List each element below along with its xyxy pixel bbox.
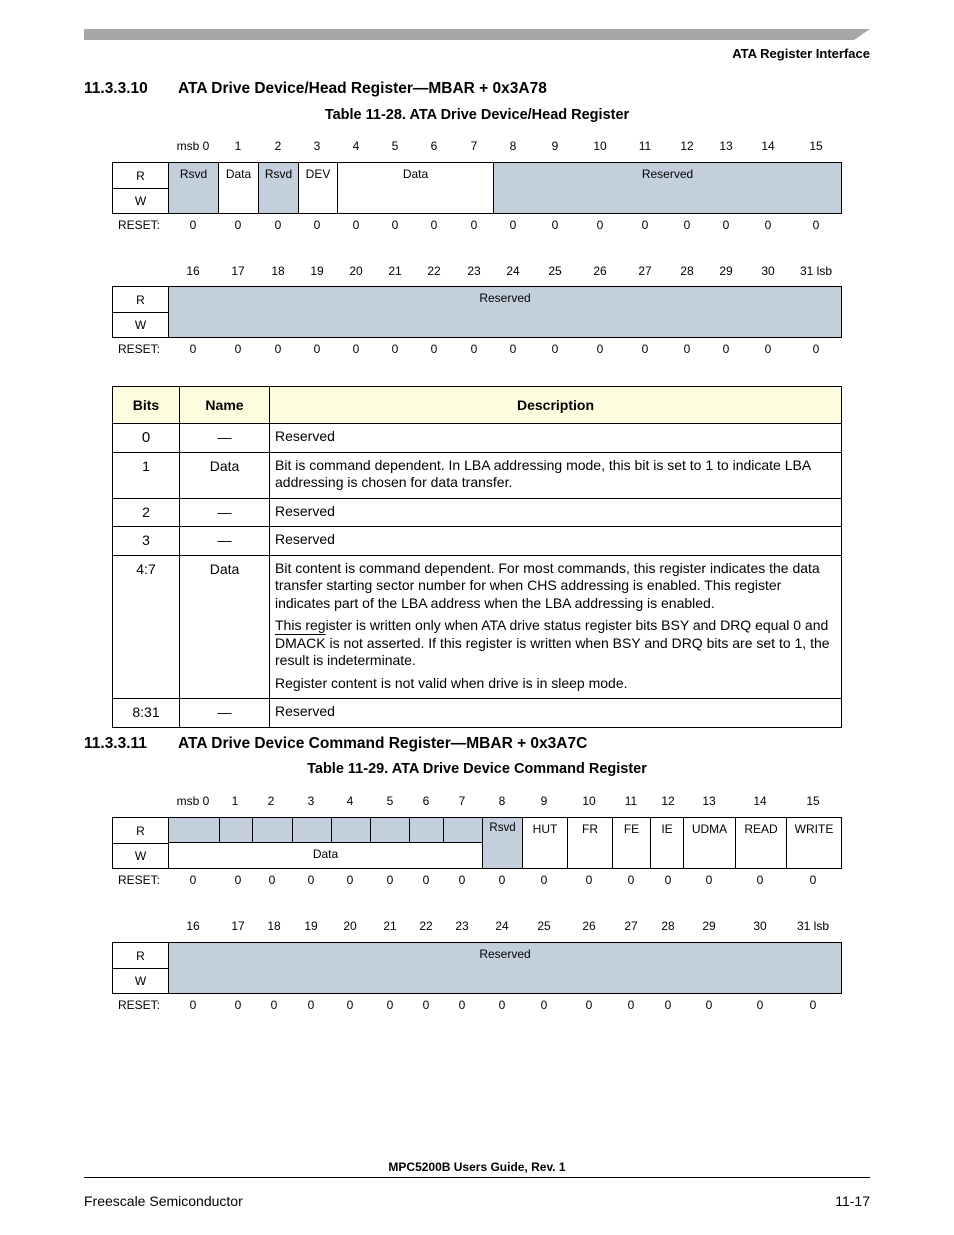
bit-number: 17: [231, 264, 245, 278]
section-number: 11.3.3.11: [84, 735, 147, 752]
reset-value: 0: [458, 998, 466, 1012]
bit-number: 5: [391, 139, 399, 153]
bit-number: 25: [537, 919, 551, 933]
blank-read-cell: [371, 818, 410, 843]
field-rsvd: Rsvd: [483, 818, 523, 868]
bit-number: 14: [761, 139, 775, 153]
bit-number: 26: [582, 919, 596, 933]
name-cell: —: [180, 527, 270, 556]
blank-read-cell: [332, 818, 371, 843]
bit-number: 12: [680, 139, 694, 153]
bit-number: 23: [455, 919, 469, 933]
reset-value: 0: [809, 998, 817, 1012]
section-heading-1: [84, 80, 547, 98]
name-cell: Data: [180, 452, 270, 498]
description-paragraph: [275, 617, 835, 670]
bit-number: 22: [419, 919, 433, 933]
reset-value: 0: [386, 873, 394, 887]
bit-number: 15: [809, 139, 823, 153]
footer-divider: [84, 1177, 870, 1178]
reset-value: 0: [812, 218, 820, 232]
section-number: 11.3.3.10: [84, 80, 148, 97]
field-hut: HUT: [523, 818, 568, 868]
reset-value: 0: [458, 873, 466, 887]
description-text: is not asserted. If this register is written when BSY and DRQ bits are set to 1, the result is indeterminate.: [275, 634, 830, 668]
reset-value: 0: [498, 998, 506, 1012]
reset-row: [112, 216, 842, 236]
bit-number: 2: [267, 794, 275, 808]
reset-value: 0: [352, 342, 360, 356]
reset-value: 0: [627, 998, 635, 1012]
reset-value: 0: [596, 218, 604, 232]
reset-value: 0: [352, 218, 360, 232]
field-rsvd: Rsvd: [259, 163, 299, 213]
reset-value: 0: [268, 873, 276, 887]
field-fe: FE: [613, 818, 651, 868]
reset-value: 0: [498, 873, 506, 887]
reset-value: 0: [346, 998, 354, 1012]
field-read: READ: [736, 818, 787, 868]
reset-label: RESET:: [118, 342, 161, 356]
table-row: [113, 424, 842, 453]
description-paragraph: Register content is not valid when drive is in sleep mode.: [275, 674, 628, 691]
reset-label: RESET:: [118, 873, 161, 887]
reset-value: 0: [756, 873, 764, 887]
field-dev: DEV: [299, 163, 338, 213]
bit-number: 11: [624, 794, 638, 808]
reset-value: 0: [189, 342, 197, 356]
bit-number: 24: [495, 919, 509, 933]
reset-value: 0: [705, 998, 713, 1012]
reset-value: 0: [313, 218, 321, 232]
bit-number: 16: [186, 264, 200, 278]
bit-number: 8: [498, 794, 506, 808]
bit-number: msb 0: [176, 139, 210, 153]
read-row-label: R: [113, 818, 169, 844]
name-cell: Data: [180, 555, 270, 699]
bit-numbers: [112, 139, 842, 157]
bit-number: 28: [661, 919, 675, 933]
bit-number: 6: [422, 794, 430, 808]
blank-read-cell: [253, 818, 293, 843]
field-reserved: Reserved: [494, 163, 841, 213]
reset-value: 0: [641, 342, 649, 356]
blank-read-cell: [293, 818, 332, 843]
bit-number: 26: [593, 264, 607, 278]
write-row-label: W: [113, 188, 169, 214]
bit-number: 30: [761, 264, 775, 278]
description-cell: Reserved: [270, 424, 842, 453]
bits-cell: 3: [113, 527, 180, 556]
bit-number: 17: [231, 919, 245, 933]
bit-number: 20: [343, 919, 357, 933]
reset-value: 0: [756, 998, 764, 1012]
read-row-label: R: [113, 943, 169, 969]
reset-value: 0: [722, 342, 730, 356]
reset-value: 0: [189, 873, 197, 887]
reset-value: 0: [585, 998, 593, 1012]
reset-row: [112, 340, 842, 360]
write-row-label: W: [113, 843, 169, 869]
table-row: [113, 555, 842, 699]
bit-number: 27: [638, 264, 652, 278]
bit-number: 22: [427, 264, 441, 278]
bit-numbers: [112, 794, 842, 812]
blank-read-cell: [410, 818, 444, 843]
bit-number: 21: [388, 264, 402, 278]
reset-value: 0: [641, 218, 649, 232]
bits-cell: 0: [113, 424, 180, 453]
bit-number: 18: [267, 919, 281, 933]
reset-value: 0: [470, 218, 478, 232]
bit-number: 3: [307, 794, 315, 808]
bit-number: 29: [702, 919, 716, 933]
reset-value: 0: [270, 998, 278, 1012]
write-row-label: W: [113, 968, 169, 994]
field-reserved: Reserved: [169, 287, 841, 337]
reset-value: 0: [391, 218, 399, 232]
bit-number: 3: [313, 139, 321, 153]
table-row: [113, 498, 842, 527]
field-write: WRITE: [794, 822, 834, 836]
bits-cell: 4:7: [113, 555, 180, 699]
section-title: ATA Drive Device/Head Register—MBAR + 0x3A78: [178, 80, 547, 97]
description-cell: Reserved: [270, 527, 842, 556]
description-text: This register is written only when ATA drive status register bits BSY and DRQ equal 0 and: [275, 617, 829, 633]
description-cell: [270, 555, 842, 699]
bit-number: 7: [458, 794, 466, 808]
reset-value: 0: [683, 342, 691, 356]
reset-value: 0: [430, 218, 438, 232]
reset-value: 0: [189, 998, 197, 1012]
reset-value: 0: [234, 873, 242, 887]
bit-number: 31 lsb: [796, 919, 830, 933]
bit-number: 30: [753, 919, 767, 933]
bit-number: 25: [548, 264, 562, 278]
bit-number: 7: [470, 139, 478, 153]
reset-value: 0: [307, 873, 315, 887]
register-diagram-2-lower: [112, 919, 842, 1016]
bit-number: msb 0: [176, 794, 210, 808]
field-data: Data: [219, 163, 259, 213]
bits-cell: 8:31: [113, 699, 180, 728]
reset-value: 0: [551, 342, 559, 356]
reset-value: 0: [430, 342, 438, 356]
bit-number: 31 lsb: [799, 264, 833, 278]
reset-value: 0: [540, 998, 548, 1012]
bit-number: 18: [271, 264, 285, 278]
reset-value: 0: [234, 218, 242, 232]
bit-number: 4: [352, 139, 360, 153]
bit-number: 5: [386, 794, 394, 808]
field-rsvd: Rsvd: [169, 163, 219, 213]
reset-value: 0: [509, 218, 517, 232]
register-fields: [112, 817, 842, 869]
register-fields: [112, 286, 842, 338]
bit-number: 19: [304, 919, 318, 933]
description-cell: Bit is command dependent. In LBA addressing mode, this bit is set to 1 to indicate LBA addressing is chosen for data transfer.: [270, 452, 842, 498]
field-fr: FR: [568, 818, 613, 868]
bit-number: 11: [638, 139, 652, 153]
reset-value: 0: [551, 218, 559, 232]
table-header-row: [113, 387, 842, 424]
bit-numbers: [112, 919, 842, 937]
table-title-1: Table 11-28. ATA Drive Device/Head Register: [324, 107, 630, 123]
reset-value: 0: [274, 218, 282, 232]
field-data: Data: [338, 163, 494, 213]
reset-value: 0: [722, 218, 730, 232]
description-cell: Reserved: [270, 699, 842, 728]
description-paragraph: Bit content is command dependent. For most commands, this register indicates the data transfer starting sector number for when CHS addressing is enabled. This register indicates part of the LBA address when the LBA addressing is enabled.: [275, 559, 820, 611]
reset-row: [112, 871, 842, 891]
reset-value: 0: [705, 873, 713, 887]
blank-read-cell: [220, 818, 253, 843]
bit-number: 9: [540, 794, 548, 808]
bit-number: 19: [310, 264, 324, 278]
reset-value: 0: [234, 998, 242, 1012]
read-row-label: R: [113, 163, 169, 189]
column-header-name: Name: [180, 387, 270, 424]
document-title: MPC5200B Users Guide, Rev. 1: [388, 1160, 566, 1174]
reset-value: 0: [470, 342, 478, 356]
reset-value: 0: [764, 342, 772, 356]
bit-number: 28: [680, 264, 694, 278]
reset-value: 0: [189, 218, 197, 232]
header-bar: [84, 29, 870, 40]
reset-value: 0: [812, 342, 820, 356]
reset-value: 0: [664, 998, 672, 1012]
bit-number: 15: [806, 794, 820, 808]
field-udma: UDMA: [684, 818, 736, 868]
reset-value: 0: [683, 218, 691, 232]
reset-value: 0: [346, 873, 354, 887]
reset-value: 0: [422, 998, 430, 1012]
page-number: 11-17: [835, 1193, 870, 1209]
column-header-description: Description: [270, 387, 842, 424]
column-header-bits: Bits: [113, 387, 180, 424]
reset-value: 0: [422, 873, 430, 887]
bit-number: 1: [231, 794, 239, 808]
reset-value: 0: [386, 998, 394, 1012]
signal-name-dmack: DMACK: [275, 634, 326, 651]
bit-number: 10: [593, 139, 607, 153]
name-cell: —: [180, 699, 270, 728]
blank-read-cell: [169, 818, 220, 843]
bit-number: 27: [624, 919, 638, 933]
reset-value: 0: [809, 873, 817, 887]
table-row: [113, 527, 842, 556]
reset-label: RESET:: [118, 218, 161, 232]
bits-cell: 2: [113, 498, 180, 527]
reset-value: 0: [540, 873, 548, 887]
bit-numbers: [112, 264, 842, 282]
reset-value: 0: [509, 342, 517, 356]
bit-number: 9: [551, 139, 559, 153]
register-fields: [112, 942, 842, 994]
running-title: ATA Register Interface: [732, 46, 870, 61]
reset-label: RESET:: [118, 998, 161, 1012]
field-ie: IE: [651, 818, 684, 868]
reset-row: [112, 996, 842, 1016]
name-cell: —: [180, 498, 270, 527]
reset-value: 0: [313, 342, 321, 356]
table-title-2: Table 11-29. ATA Drive Device Command Register: [307, 761, 647, 777]
bit-description-table: [112, 386, 842, 728]
table-row: [113, 452, 842, 498]
bit-number: 4: [346, 794, 354, 808]
register-fields: [112, 162, 842, 214]
company-name: Freescale Semiconductor: [84, 1193, 243, 1209]
bit-number: 12: [661, 794, 675, 808]
bit-number: 20: [349, 264, 363, 278]
blank-read-cell: [444, 818, 483, 843]
write-row-label: W: [113, 312, 169, 338]
description-cell: Reserved: [270, 498, 842, 527]
name-cell: —: [180, 424, 270, 453]
bit-number: 29: [719, 264, 733, 278]
reset-value: 0: [585, 873, 593, 887]
bit-number: 16: [186, 919, 200, 933]
table-row: [113, 699, 842, 728]
bit-number: 6: [430, 139, 438, 153]
bit-number: 23: [467, 264, 481, 278]
reset-value: 0: [764, 218, 772, 232]
bit-number: 21: [383, 919, 397, 933]
bit-number: 1: [234, 139, 242, 153]
reset-value: 0: [391, 342, 399, 356]
bits-cell: 1: [113, 452, 180, 498]
register-diagram-1-upper: [112, 139, 842, 236]
reset-value: 0: [664, 873, 672, 887]
bit-number: 13: [719, 139, 733, 153]
section-title: ATA Drive Device Command Register—MBAR + 0x3A7C: [178, 735, 588, 752]
reset-value: 0: [274, 342, 282, 356]
bit-number: 14: [753, 794, 767, 808]
register-diagram-2-upper: [112, 794, 842, 891]
bit-number: 8: [509, 139, 517, 153]
bit-number: 13: [702, 794, 716, 808]
register-diagram-1-lower: [112, 264, 842, 360]
reset-value: 0: [627, 873, 635, 887]
bit-number: 10: [582, 794, 596, 808]
field-reserved: Reserved: [169, 943, 841, 993]
reset-value: 0: [596, 342, 604, 356]
bit-number: 2: [274, 139, 282, 153]
reset-value: 0: [307, 998, 315, 1012]
bit-number: 24: [506, 264, 520, 278]
read-row-label: R: [113, 287, 169, 313]
section-heading-2: [84, 735, 587, 753]
reset-value: 0: [234, 342, 242, 356]
field-data: Data: [169, 843, 483, 868]
